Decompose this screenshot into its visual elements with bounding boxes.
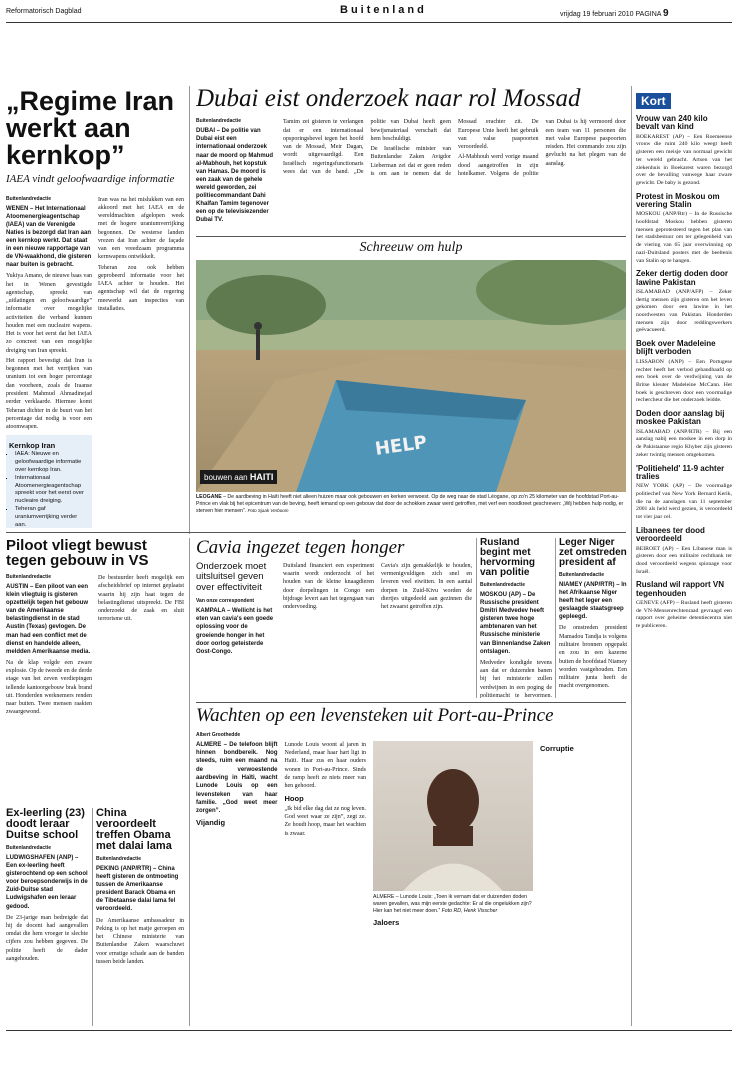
section-rule: [196, 702, 626, 703]
cavia-lead: KAMPALA – Wellicht is het eten van cavia's een goede oplossing voor de groeiende honger in het door oorlog geteisterde Oost-Congo.: [196, 608, 274, 655]
cavia-paragraph: Duitsland financiert een experiment waarin wordt onderzocht of het houden van de kleine knaagdieren door dorpelingen in Congo een bijdrage levert aan het tegengaan van ondervoeding.: [283, 562, 374, 611]
column-divider: [631, 86, 632, 1026]
iran-byline: Buitenlandredactie: [6, 195, 52, 202]
photo-caption: LEOGANE – De aardbeving in Haïti heeft niet alleen huizen maar ook gebouwen en kerken verwoest. Op de weg naar de stad Léogane, op zo'n 25 kilometer van de hoofdstad Port-au-Prince en vlak bij het epicentrum van de beving, heeft iemand op een gebouw dat door de schokken zwaar werd getroffen, met verf een noodkreet geschreven: „Wij hebben hulp nodig, er sterven hier mensen”. Foto Sjaak Verboom: [196, 494, 624, 515]
rusland-headline: Rusland begint met hervorming van politie: [480, 538, 536, 578]
photo-title: Schreeuw om hulp: [359, 240, 463, 255]
kort-item: 'Politieheld' 11-9 achter tralies NEW YORK (AP) – De voormalige politiechef van New York Bernard Kerik, die na de aanslagen van 11 september 2001 als held werd gezien, is veroordeeld tot vier jaar cel.: [636, 463, 732, 521]
kort-item: Rusland wil rapport VN tegenhouden GENEVE (AFP) – Rusland heeft gisteren de VN-Mensenrechtenraad gevraagd een rapport over geheime detentiecentra niet te publiceren.: [636, 580, 732, 630]
examen-headline: Ex-leerling (23) doodt leraar Duitse school: [6, 808, 85, 841]
iran-paragraph: Yukiya Amano, de nieuwe baas van het in Wenen gevestigde agentschap, spreekt van „uitlatingen en geloofwaardige” informatie over mogelijke activiteiten die verband kunnen houden met een nucleaire wapens. Het is voor het eerst dat het IAEA zo concreet van een mogelijke dreiging van Iran spreekt.: [6, 273, 92, 354]
kort-column: [636, 92, 732, 1022]
cavia-deck: Onderzoek moet uitsluitsel geven over effectiviteit: [196, 560, 267, 593]
china-lead: PEKING (ANP/RTR) – China heeft gisteren de ontmoeting tussen de Amerikaanse president Barack Obama en de Tibetaanse dalai lama fel veroordeeld.: [96, 866, 179, 913]
china-byline: Buitenlandredactie: [96, 856, 142, 862]
examen-paragraph: De 23-jarige man bedreigde dat hij de docent had aangevallen omdat die hem vroeger te slechte cijfers zou hebben gegeven. De politie heeft de dader aangehouden.: [6, 914, 88, 962]
kort-item: Vrouw van 240 kilo bevalt van kind BOEKAREST (AP) – Een Roemeense vrouw die ruim 240 kilo weegt heeft gisteren een meisje van normaal gewicht ter wereld gebracht. Artsen van het ziekenhuis in Boekarest waren bezorgd over de bevalling vanwege haar zware gewicht. De baby is gezond.: [636, 114, 732, 186]
cavia-byline: Van onze correspondent: [196, 598, 255, 605]
page-date: vrijdag 19 februari 2010 PAGINA 9: [560, 8, 669, 19]
piloot-byline: Buitenlandredactie: [6, 574, 52, 580]
photo-sign-text: HELP: [373, 431, 429, 460]
wachten-subhead: Jaloers: [373, 917, 400, 927]
factbox-item: ▪ Internationaal Atoomenergieagentschap spreekt voor het eerst over nucleaire dreiging.: [15, 475, 89, 506]
rusland-paragraph: Medvedev kondigde tevens aan dat er duizenden banen bij het ministerie zullen verdwijnen in een poging de politiemacht te hervormen.: [480, 659, 552, 698]
examen-lead: LUDWIGSHAFEN (ANP) – Een ex-leerling heeft gisterochtend op een school voor beroepsonderwijs in de Zuid-Duitse stad Ludwigshafen een leraar gedood.: [6, 855, 88, 910]
footer-rule: [6, 1030, 732, 1031]
wachten-paragraph: ALMERE – De telefoon blijft hinnen bondbereik. Nog steeds, ruim een maand na de verwoestende aardbeving in Haïti, wacht Lunode Louis op een levensteken van haar familie. „God weet meer zorgen”.: [196, 741, 278, 815]
dubai-paragraph: Al-Mabhouh werd vorige maand dood aangetroffen in zijn hotelkamer. Volgens de politie van Dubai is hij vermoord door een team van 11 personen die met valse Europese paspoorten reisden. Het commando zou zijn gevlucht na het plegen van de aanslag.: [458, 119, 626, 177]
factbox-item: ▪ Teheran gaf uraniumverrijking verder aan.: [15, 506, 89, 528]
piloot-lead: AUSTIN – Een piloot van een klein vliegtuig is gisteren opzettelijk tegen het gebouw van de Amerikaanse belastingdienst in de stad Austin (Texas) gevlogen. De man had een conflict met de dienst en handelde alleen, meldden Amerikaanse media.: [6, 584, 91, 655]
wachten-subhead: Vijandig: [196, 818, 226, 828]
niger-paragraph: De omstreden president Mamadou Tandja is volgens militaire bronnen opgepakt en zou in een kazerne buiten de hoofdstad Niamey worden vastgehouden. Een militaire junta heeft de macht overgenomen.: [559, 625, 627, 690]
niger-lead: NIAMEY (ANP/RTR) – In het Afrikaanse Niger heeft het leger een geslaagde staatsgreep gepleegd.: [559, 582, 627, 621]
factbox-title: Kernkop Iran: [9, 441, 56, 451]
portrait-illustration: [373, 741, 533, 891]
wachten-headline: Wachten op een levensteken uit Port-au-Prince: [196, 706, 554, 726]
kort-item: Zeker dertig doden door lawine Pakistan ISLAMABAD (ANP/AFP) – Zeker dertig mensen zijn gisteren om het leven gekomen door een lawine in het noordwesten van Pakistan. Honderden mensen zijn door reddingswerkers geëvacueerd.: [636, 269, 732, 334]
kort-item: Protest in Moskou om verering Stalin MOSKOU (ANP/Rtr) – In de Russische hoofdstad Moskou hebben gisteren mensen geprotesteerd tegen het plan van het stadsbestuur om ter gelegenheid van de viering van 65 jaar overwinning op nazi-Duitsland posters met de beeltenis van Stalin op te hangen.: [636, 191, 732, 264]
niger-byline: Buitenlandredactie: [559, 572, 605, 578]
photo-top-rule: [196, 236, 626, 237]
rusland-byline: Buitenlandredactie: [480, 582, 526, 588]
kort-item: Boek over Madeleine blijft verboden LISSABON (ANP) – Een Portugese rechter heeft het verbod gehandhaafd op een boek over de verdwijning van de Britse kleuter Madeleine McCann. Het boek is geschreven door een voormalige rechercheur die het onderzoek leidde.: [636, 339, 732, 404]
dubai-paragraph: Tamim zei gisteren te verlangen dat er een internationaal opsporingsbevel tegen het hoofd van de Mossad, Meir Dagan, wordt uitgevaardigd. Een Israëlisch regeringsfunctionaris wees dat van de hand. „De politie van Dubai heeft geen bewijsmateriaal verschaft dat hem beschuldigt.: [283, 119, 451, 175]
haiti-photo: [196, 260, 626, 492]
niger-headline: Leger Niger zet omstreden president af: [559, 538, 627, 568]
wachten-paragraph: Lunode Louis woont al jaren in Nederland, maar haar hart ligt in Haïti. Haar zus en haar ouders wonen in Port-au-Prince. Sinds de ramp heeft ze niets meer van hen gehoord.: [284, 741, 366, 790]
lunode-caption: ALMERE – Lunode Louis: „Toen ik vernam dat er duizenden doden waren gevallen, was mijn eerste gedachte: Er al die ongelukken zijn? Hier kan het niet meer doen.” Foto RD, Henk Visscher: [373, 893, 532, 914]
cavia-headline: Cavia ingezet tegen honger: [196, 538, 405, 558]
section-rule: [6, 532, 626, 533]
china-paragraph: De Amerikaanse ambassadeur in Peking is op het matje geroepen en het Chinese ministerie van Buitenlandse Zaken waarschuwt voor ernstige schade aan de banden tussen beide landen.: [96, 917, 184, 965]
dubai-byline: Buitenlandredactie: [196, 118, 242, 125]
photo-title-bar: [196, 238, 626, 258]
iran-headline: „Regime Iran werkt aan kernkop”: [6, 88, 175, 170]
kort-item: Libanees ter dood veroordeeld BEIROET (AP) – Een Libanese man is gisteren door een militaire rechtbank ter dood veroordeeld wegens spionage voor Israël.: [636, 525, 732, 575]
column-divider: [189, 86, 190, 534]
iran-subhead: IAEA vindt geloofwaardige informatie: [6, 173, 175, 185]
iran-paragraph: Iran was na het mislukken van een akkoord met het IAEA en de wereldmachten afgelopen week met de hogere uraniumverrijking begonnen. De westerse landen vrezen dat Iran achter de façade van een vreedzaam programma kernwapens ontwikkelt.: [98, 196, 184, 261]
page-header: [0, 0, 738, 22]
cavia-paragraph: Cavia's zijn gemakkelijk te houden, vermenigvuldigen zich snel en leveren veel eiwitten. In een aantal dorpen in Zuid-Kivu worden de diertjes uitgedeeld aan gezinnen die het zwaarst getroffen zijn.: [381, 562, 472, 611]
column-divider: [476, 538, 477, 698]
piloot-paragraph: De bestuurder heeft mogelijk een afscheidsbrief op internet geplaatst waarin hij zijn haat tegen de belastingdienst uitspreekt. De FBI onderzoekt de zaak en sluit terrorisme uit.: [98, 575, 184, 623]
iran-paragraph: Het rapport bevestigt dat Iran is begonnen met het verrijken van uranium tot een hoger percentage dan voorheen, zoals de Iraanse president Mahmud Ahmadinejad eerder verklaarde. Hiermee komt Teheran dichter in de buurt van het percentage dat nodig is voor een atoomwapen.: [6, 357, 92, 431]
section-title: Buitenland: [340, 4, 427, 16]
header-rule: [6, 22, 732, 23]
article-niger: [559, 538, 627, 698]
factbox-item: ▪ IAEA: Nieuwe en geloofwaardige informatie over kernkop Iran.: [15, 451, 89, 474]
rusland-lead: MOSKOU (AP) – De Russische president Dmitri Medvedev heeft gisteren twee hoge ambtenaren van het Russische ministerie van Binnenlandse Zaken ontslagen.: [480, 592, 551, 655]
lunode-photo: [373, 741, 533, 891]
article-wachten: [196, 706, 626, 1026]
article-rusland: [480, 538, 552, 698]
dubai-headline: Dubai eist onderzoek naar rol Mossad: [196, 86, 581, 112]
wachten-paragraph: „Ik bid elke dag dat ze nog leven. God weet waar ze zijn”, zegt ze. Ze houdt hoop, maar het wachten is zwaar.: [284, 805, 366, 837]
kort-item: Doden door aanslag bij moskee Pakistan ISLAMABAD (ANP/RTR) – Bij een aanslag nabij een moskee in een dorp in de Pakistaanse regio Khyber zijn gisteren zeker twintig mensen omgekomen.: [636, 409, 732, 458]
wachten-subhead: Corruptie: [540, 743, 574, 753]
china-headline: China veroordeelt treffen Obama met dalai lama: [96, 808, 172, 852]
article-iran: [6, 88, 184, 528]
article-dubai: [196, 86, 626, 236]
piloot-paragraph: Na de klap volgde een zware explosie. Op de tweede en de derde etage van het zeven verdiepingen tellende kantoorgebouw brak brand uit. Honderden werknemers renden naar buiten. Twee mensen raakten zwaargewond.: [6, 659, 92, 716]
wachten-byline: Albert Groothedde: [196, 731, 241, 738]
article-piloot: [6, 538, 184, 800]
article-china: [96, 808, 184, 1026]
article-cavia: [196, 538, 472, 698]
haiti-series-tag: bouwen aan HAITI: [200, 470, 277, 484]
iran-lead: WENEN – Het Internationaal Atoomenergieagentschap (IAEA) van de Verenigde Naties is bezorgd dat Iran aan een kernkop werkt. Dat staat in een nieuwe rapportage van de VN-waakhond, die gisteren naar buiten is gebracht.: [6, 205, 92, 269]
examen-byline: Buitenlandredactie: [6, 845, 52, 851]
column-divider: [555, 538, 556, 698]
kort-tag: Kort: [636, 93, 671, 109]
iran-paragraph: Teheran zou ook hebben geprobeerd informatie voor het IAEA achter te houden. Het agentschap wil dat de regering meewerkt aan inspecties van installaties.: [98, 264, 184, 312]
article-examen: [6, 808, 88, 1026]
column-divider: [92, 808, 93, 1026]
photo-illustration: [196, 260, 626, 492]
wachten-subhead: Hoop: [284, 793, 304, 803]
dubai-lead: DUBAI – De politie van Dubai eist een internationaal onderzoek naar de moord op Mahmud al-Mabhouh, het kopstuk van Hamas. De moord is een zaak van de gehele wereld geworden, zei politiecommandant Dahi Khalfan Tamim tegenover een op de televisiezender Dubai TV.: [196, 128, 274, 224]
column-divider: [189, 538, 190, 1026]
dubai-paragraph: De Israëlische minister van Buitenlandse Zaken Avigdor Lieberman zei dat er geen reden is om aan te nemen dat de Mossad erachter zit. De Europese Unie heeft het gebruik van valse paspoorten veroordeeld.: [370, 119, 539, 177]
iran-factbox: [6, 435, 92, 528]
paper-name: Reformatorisch Dagblad: [6, 8, 82, 15]
piloot-headline: Piloot vliegt bewust tegen gebouw in VS: [6, 538, 149, 569]
